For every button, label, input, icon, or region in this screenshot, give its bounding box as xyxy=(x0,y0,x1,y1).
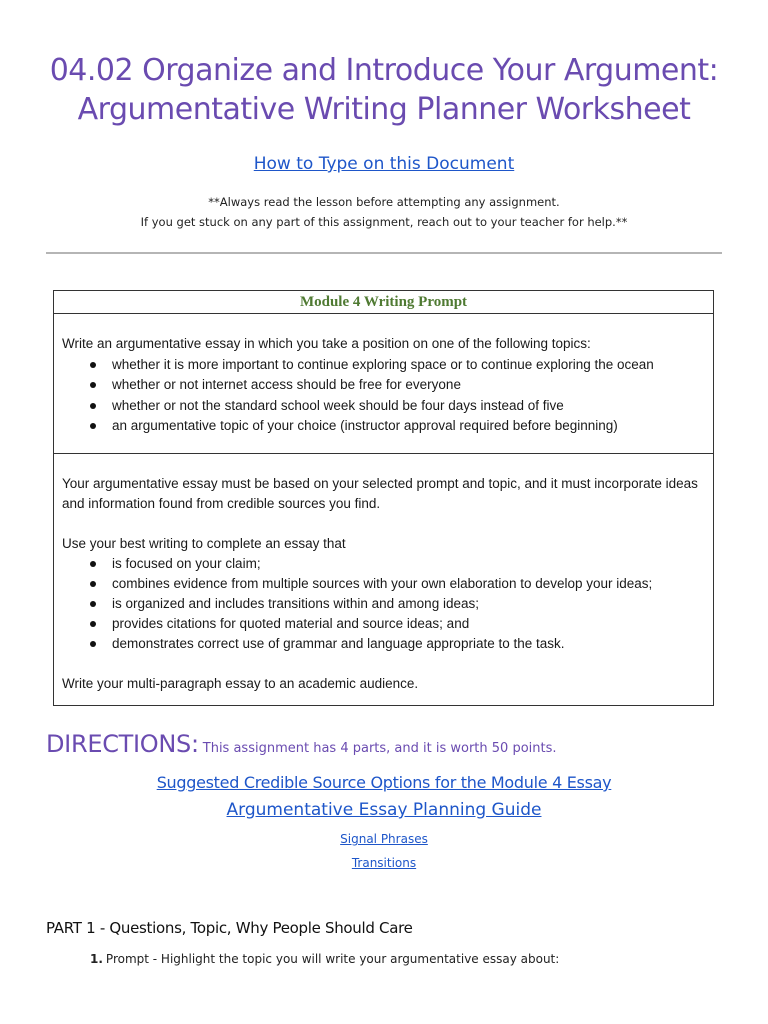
directions-line xyxy=(46,730,557,758)
list-item xyxy=(62,416,705,437)
prompt-topics-section xyxy=(54,314,713,454)
bullet-icon xyxy=(90,641,96,647)
topic-list xyxy=(62,355,705,437)
criteria-text: provides citations for quoted material and source ideas; and xyxy=(112,616,470,631)
list-item xyxy=(62,634,705,654)
part1-heading: PART 1 - Questions, Topic, Why People Should Care xyxy=(46,919,413,937)
prompt-intro: Write an argumentative essay in which you take a position on one of the following topics: xyxy=(62,336,591,351)
question-1 xyxy=(90,952,559,966)
list-item xyxy=(62,614,705,634)
bullet-icon xyxy=(90,561,96,567)
bullet-icon xyxy=(90,362,96,368)
how-to-type-link[interactable]: How to Type on this Document xyxy=(253,154,515,174)
horizontal-divider xyxy=(46,252,722,254)
topic-text: an argumentative topic of your choice (instructor approval required before beginning) xyxy=(112,418,618,433)
question-number: 1. xyxy=(90,952,103,966)
bullet-icon xyxy=(90,581,96,587)
bullet-icon xyxy=(90,423,96,429)
planning-guide-link[interactable]: Argumentative Essay Planning Guide xyxy=(226,800,542,820)
list-item xyxy=(62,396,705,417)
criteria-text: is focused on your claim; xyxy=(112,556,261,571)
page-title-line2: Argumentative Writing Planner Worksheet xyxy=(77,92,691,127)
list-item xyxy=(62,594,705,614)
topic-text: whether or not the standard school week should be four days instead of five xyxy=(112,397,564,413)
audience-text: Write your multi-paragraph essay to an academic audience. xyxy=(62,676,419,691)
bullet-icon xyxy=(90,403,96,409)
requirement-text: Your argumentative essay must be based on your selected prompt and topic, and it must incorporate ideas and information found from credible sources you find. xyxy=(62,476,698,511)
transitions-link[interactable]: Transitions xyxy=(351,856,417,870)
directions-text: This assignment has 4 parts, and it is worth 50 points. xyxy=(202,741,557,756)
writing-prompt-box xyxy=(53,290,714,706)
criteria-list xyxy=(62,554,705,654)
signal-phrases-link[interactable]: Signal Phrases xyxy=(340,832,428,846)
directions-label: DIRECTIONS: xyxy=(46,730,199,758)
list-item xyxy=(62,375,705,396)
topic-text: whether it is more important to continue exploring space or to continue exploring the ocean xyxy=(112,356,654,372)
bullet-icon xyxy=(90,621,96,627)
notice-line2: If you get stuck on any part of this assignment, reach out to your teacher for help.** xyxy=(140,215,628,229)
list-item xyxy=(62,554,705,574)
source-options-link[interactable]: Suggested Credible Source Options for the Module 4 Essay xyxy=(156,773,612,792)
page-title-line1: 04.02 Organize and Introduce Your Argument: xyxy=(49,53,719,88)
best-writing-text: Use your best writing to complete an essay that xyxy=(62,536,346,551)
topic-text: whether or not internet access should be free for everyone xyxy=(112,377,461,392)
criteria-text: is organized and includes transitions within and among ideas; xyxy=(112,596,479,611)
bullet-icon xyxy=(90,601,96,607)
notice-line1: **Always read the lesson before attempting any assignment. xyxy=(208,195,560,209)
bullet-icon xyxy=(90,382,96,388)
list-item xyxy=(62,574,705,594)
list-item xyxy=(62,355,705,376)
question-text: Prompt - Highlight the topic you will write your argumentative essay about: xyxy=(105,952,560,966)
writing-prompt-heading: Module 4 Writing Prompt xyxy=(54,291,713,314)
criteria-text: combines evidence from multiple sources with your own elaboration to develop your ideas; xyxy=(112,576,653,591)
prompt-requirements-section xyxy=(54,454,713,694)
criteria-text: demonstrates correct use of grammar and language appropriate to the task. xyxy=(112,636,565,651)
